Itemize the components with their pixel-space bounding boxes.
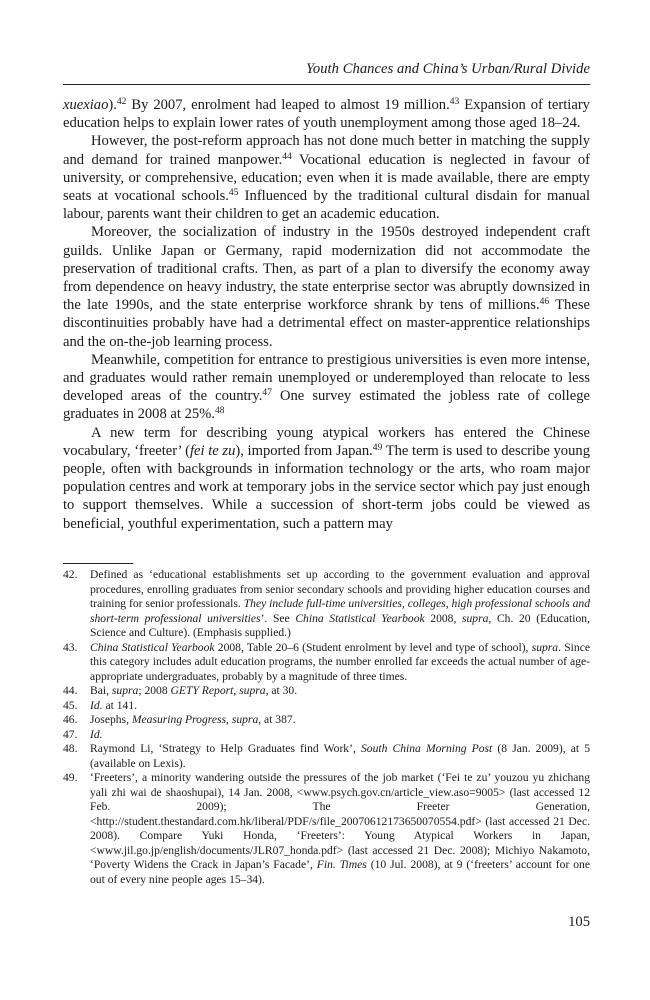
paragraph-5: A new term for describing young atypical workers has entered the Chinese vocabulary, ‘freeter’ (fei te zu), imported from Japan.$^{49}$ The term is used to describe young people, often with backgrounds in information technology or the arts, who roam major population centres and work at temporary jobs in the service sector which pay just enough to support themselves. While a succession of short-term jobs could be viewed as beneficial, youthful experimentation, such a pattern may (63, 424, 590, 532)
footnote-ref-43[interactable]: 43 (449, 97, 460, 107)
footnote-45: 45. Id. at 141. (63, 698, 138, 712)
footnote-42: 42. Defined as ‘educational establishments set up according to the government evaluation and approval procedures, enrolling graduates from senior secondary schools and providing higher education courses and training for senior professionals. They include full-time universities, colleges, high professional schools and short-term professional universities’. See China Statistical Yearbook 2008, supra, Ch. 20 (Education, Science and Culture). (Emphasis supplied.) (63, 568, 590, 639)
footnote-ref-46[interactable]: 46 (539, 297, 550, 308)
footnote-ref-48[interactable]: 48 (214, 406, 225, 417)
footnote-rule (63, 563, 133, 564)
paragraph-3: Moreover, the socialization of industry in the 1950s destroyed independent craft guilds. Unlike Japan or Germany, rapid modernization did not accommodate the preservation of traditional crafts. Then, as part of a plan to diversify the economy away from dependence on heavy industry, the state enterprise sector was abruptly downsized in the late 1990s, and the state enterprise workforce shrank by tens of millions.$^{46}$ These discontinuities probably have had a detrimental effect on master-apprentice relationships and the on-the-job learning process. (63, 224, 590, 350)
running-head: Youth Chances and China’s Urban/Rural Divide (306, 61, 590, 77)
footnote-44: 44. Bai, supra; 2008 GETY Report, supra, at 30. (63, 684, 298, 697)
footnotes (63, 568, 590, 887)
header-rule (63, 84, 590, 85)
footnote-ref-47[interactable]: 47 (262, 388, 272, 399)
footnote-47: 47. Id. (63, 727, 103, 741)
page-number: 105 (568, 914, 590, 930)
footnote-43: 43. China Statistical Yearbook 2008, Table 20–6 (Student enrolment by level and type of school), supra. Since this category includes adult education programs, the number enrolled far exceeds the actual number of age-appropriate undergraduates, probably by a magnitude of three times. (63, 640, 590, 683)
paragraph-2: However, the post-reform approach has not done much better in matching the supply and demand for trained manpower.$^{44}$ Vocational education is neglected in favour of university, or comprehensive, education; even when it is made available, there are empty seats at vocational schools.$^{45}$ Influenced by the traditional cultural disdain for manual labour, parents want their children to get an academic education. (63, 133, 591, 223)
footnote-48: 48. Raymond Li, ‘Strategy to Help Graduates find Work’, South China Morning Post (8 Jan. 2009), at 5 (available on Lexis). (63, 742, 591, 770)
footnote-46: 46. Josephs, Measuring Progress, supra, at 387. (63, 713, 296, 726)
footnote-49: 49. ‘Freeters’, a minority wandering outside the pressures of the job market (‘Fei te zu’ youzou yu zhichang yali zhi wai de shaoshupai), 14 Jan. 2008, <www.psych.gov.cn/article_view.aso=9005> (last accessed 12 Feb. 2009); The Freeter Generation, <http://student.thestandard.com.hk/liberal/PDF/s/file_20070612173650070554.pdf> (last accessed 21 Dec. 2008). Compare Yuki Honda, ‘Freeters’: Young Atypical Workers in Japan, <www.jil.go.jp/english/documents/JLR07_honda.pdf> (last accessed 21 Dec. 2008); Michiyo Nakamoto, ‘Poverty Widens the Crack in Japan’s Facade’, Fin. Times (10 Jul. 2008), at 9 (‘freeters’ account for one out of every nine people ages 15–34). (63, 771, 590, 886)
book-page (63, 0, 590, 1000)
paragraph-1: xuexiao).$^{42}$ By 2007, enrolment had leaped to almost 19 million.$^{43}$ Expansion of tertiary education helps to explain lower rates of youth unemployment among those aged 18–24. (63, 97, 590, 132)
main-text (63, 96, 590, 533)
footnote-ref-49[interactable]: 49 (372, 442, 383, 453)
footnote-ref-44[interactable]: 44 (282, 151, 292, 162)
footnote-ref-45[interactable]: 45 (228, 188, 239, 199)
paragraph-4: Meanwhile, competition for entrance to prestigious universities is even more intense, and graduates would rather remain unemployed or underemployed than relocate to less developed areas of the country.$^{47}$ One survey estimated the jobless rate of college graduates in 2008 at 25%.$^{48}$ (63, 351, 590, 423)
footnote-ref-42[interactable]: 42 (116, 97, 127, 107)
